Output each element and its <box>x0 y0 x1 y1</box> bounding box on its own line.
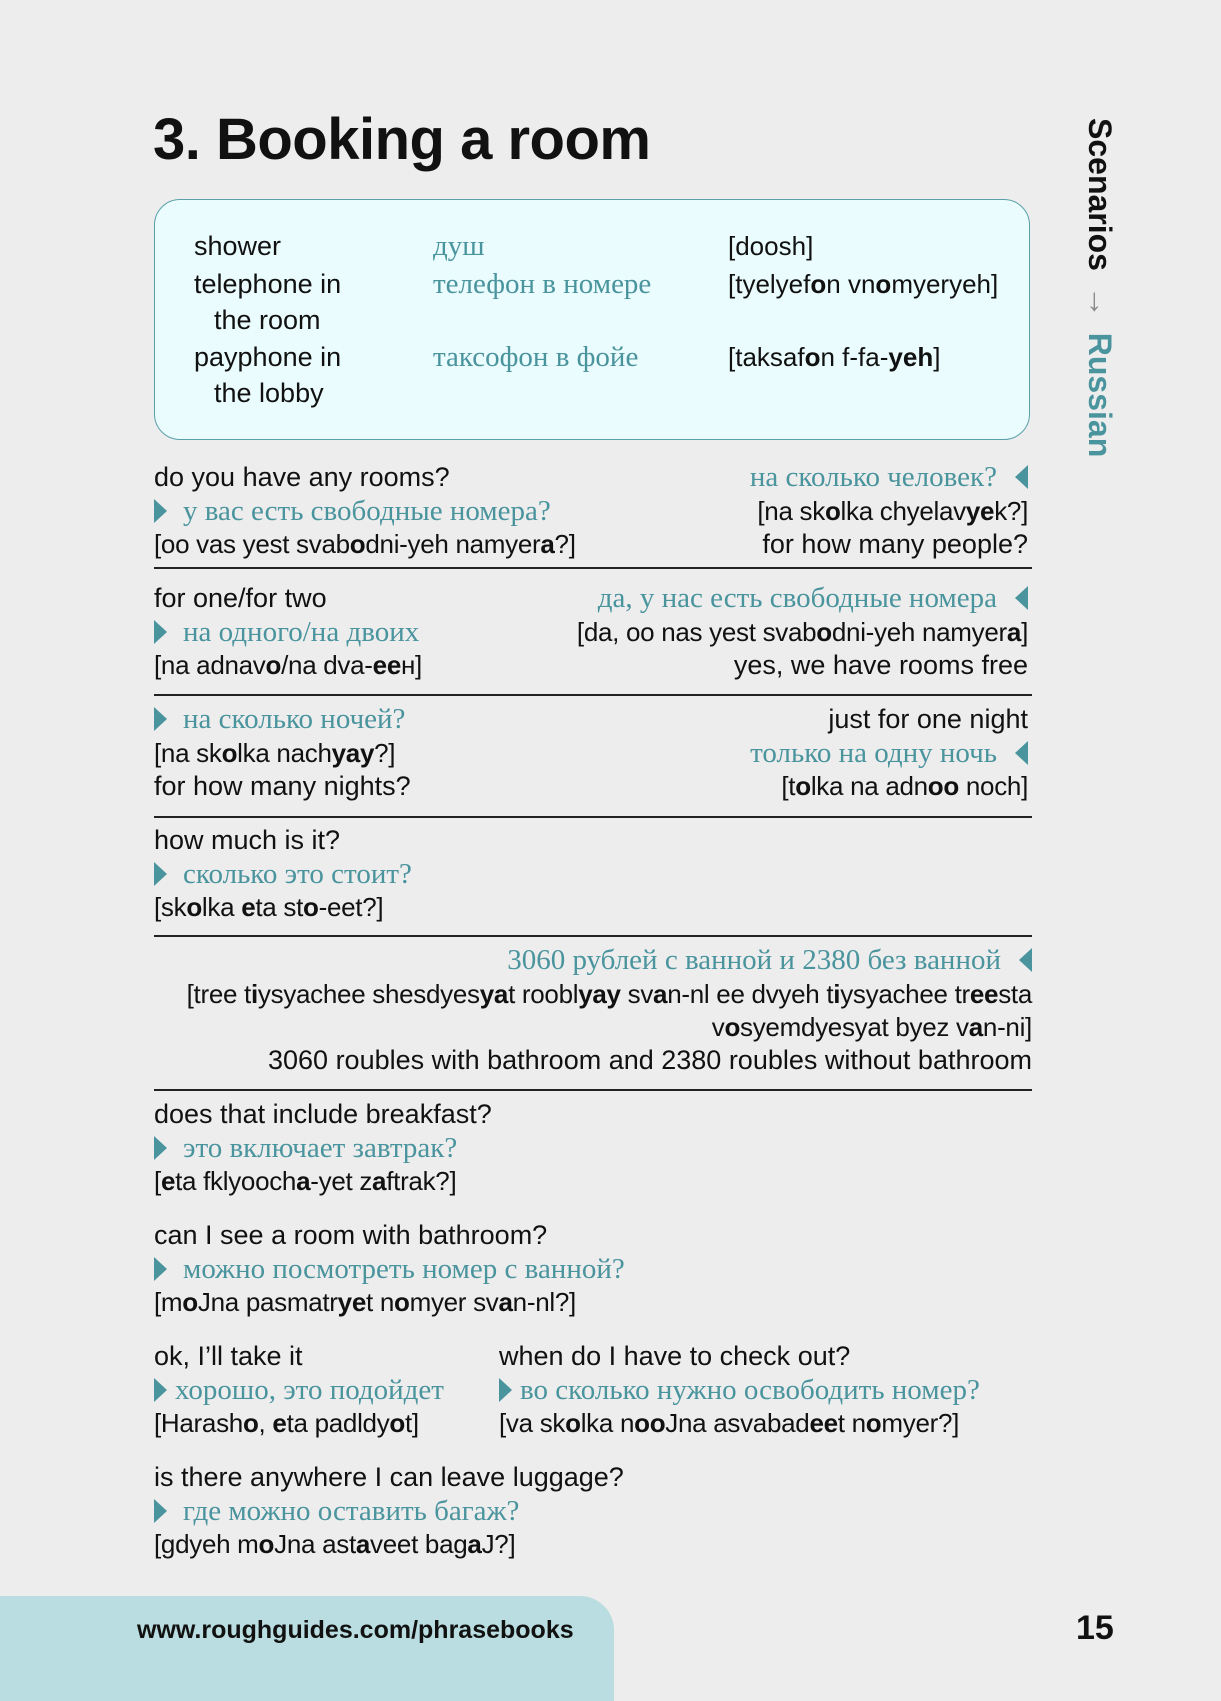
divider <box>154 567 1032 569</box>
arrow-icon: → <box>1082 285 1118 318</box>
reply-transliteration: [tree tiysyachee shesdyesyat rooblyay svan-nl ee dvyeh tiysyachee treesta <box>186 979 1032 1009</box>
page-number: 15 <box>1076 1609 1114 1647</box>
reply-russian: только на одну ночь <box>750 736 1028 770</box>
vocabulary-box <box>154 199 1030 440</box>
phrase-russian: хорошо, это подойдет <box>154 1373 444 1407</box>
phrase-english: can I see a room with bathroom? <box>154 1220 548 1250</box>
phrase-russian: на одного/на двоих <box>154 615 419 649</box>
divider <box>154 816 1032 818</box>
triangle-right-icon <box>154 1136 167 1160</box>
phrase-transliteration: [va skolka nooJna asvabadeet nomyer?] <box>499 1408 960 1438</box>
vocab-english: payphone in <box>194 342 342 372</box>
divider <box>154 694 1032 696</box>
page-title: 3. Booking a room <box>153 107 651 172</box>
phrase-transliteration: [na adnavo/na dva-eeн] <box>154 650 422 680</box>
vocab-transliteration: [doosh] <box>728 231 814 261</box>
reply-english: 3060 roubles with bathroom and 2380 roubles without bathroom <box>268 1045 1032 1075</box>
phrase-english: how much is it? <box>154 825 341 855</box>
reply-russian: 3060 рублей с ванной и 2380 без ванной <box>507 943 1032 977</box>
triangle-right-icon <box>154 707 167 731</box>
triangle-left-icon <box>1015 741 1028 765</box>
reply-english: yes, we have rooms free <box>733 650 1028 680</box>
phrase-russian: у вас есть свободные номера? <box>154 494 551 528</box>
triangle-right-icon <box>154 1499 167 1523</box>
vocab-english: telephone in <box>194 269 342 299</box>
phrase-russian: во сколько нужно освободить номер? <box>499 1373 980 1407</box>
vocab-russian: телефон в номере <box>433 268 652 300</box>
phrase-english: for one/for two <box>154 583 327 613</box>
phrase-russian: можно посмотреть номер с ванной? <box>154 1252 625 1286</box>
divider <box>154 1089 1032 1091</box>
phrase-transliteration: [oo vas yest svabodni-yeh namyera?] <box>154 529 576 559</box>
reply-transliteration: [tolka na adnoo noch] <box>781 771 1028 801</box>
triangle-right-icon <box>154 499 167 523</box>
reply-russian: да, у нас есть свободные номера <box>598 581 1028 615</box>
phrase-transliteration: [skolka eta sto-eet?] <box>154 892 384 922</box>
triangle-right-icon <box>154 620 167 644</box>
footer-band <box>0 1596 614 1701</box>
footer-url[interactable]: www.roughguides.com/phrasebooks <box>137 1616 574 1644</box>
reply-transliteration: [na skolka chyelavyek?] <box>757 496 1028 526</box>
section-label: Scenarios <box>1082 118 1118 271</box>
reply-english: just for one night <box>828 704 1028 734</box>
vocab-russian: таксофон в фойе <box>433 341 639 373</box>
phrase-english: is there anywhere I can leave luggage? <box>154 1462 624 1492</box>
phrase-english: ok, I’ll take it <box>154 1341 303 1371</box>
reply-english: for how many people? <box>762 529 1028 559</box>
vocab-english: shower <box>194 231 282 261</box>
phrase-transliteration: [na skolka nachyay?] <box>154 738 396 768</box>
phrase-english: when do I have to check out? <box>499 1341 851 1371</box>
phrase-transliteration: [gdyeh moJna astaveet bagaJ?] <box>154 1529 516 1559</box>
reply-russian: на сколько человек? <box>750 460 1028 494</box>
phrase-transliteration: [Нarasho, eta padldyot] <box>154 1408 419 1438</box>
vocab-transliteration: [taksafon f-fa-yeh] <box>728 342 941 372</box>
vocab-transliteration: [tyelyefon vnomyeryeh] <box>728 269 999 299</box>
triangle-left-icon <box>1015 586 1028 610</box>
language-label: Russian <box>1082 332 1118 458</box>
phrase-transliteration: [eta fklyoocha-yet zaftrak?] <box>154 1166 457 1196</box>
phrase-russian: это включает завтрак? <box>154 1131 457 1165</box>
phrase-english: does that include breakfast? <box>154 1099 492 1129</box>
reply-transliteration-cont: vosyemdyesyat byez van-ni] <box>711 1012 1032 1042</box>
phrase-russian: сколько это стоит? <box>154 857 412 891</box>
triangle-right-icon <box>499 1378 512 1402</box>
triangle-left-icon <box>1019 948 1032 972</box>
phrase-transliteration: [moJna pasmatryet nomyer svan-nl?] <box>154 1287 576 1317</box>
triangle-left-icon <box>1015 465 1028 489</box>
triangle-right-icon <box>154 1257 167 1281</box>
phrase-english: do you have any rooms? <box>154 462 450 492</box>
vocab-english-cont: the room <box>214 305 321 335</box>
triangle-right-icon <box>154 862 167 886</box>
vocab-russian: душ <box>433 230 485 262</box>
phrase-russian: где можно оставить багаж? <box>154 1494 519 1528</box>
section-tab <box>1078 118 1122 457</box>
phrase-english: for how many nights? <box>154 771 411 801</box>
vocab-english-cont: the lobby <box>214 378 324 408</box>
reply-transliteration: [da, oo nas yest svabodni-yeh namyera] <box>576 617 1028 647</box>
phrase-russian: на сколько ночей? <box>154 702 405 736</box>
triangle-right-icon <box>154 1378 167 1402</box>
divider <box>154 935 1032 937</box>
